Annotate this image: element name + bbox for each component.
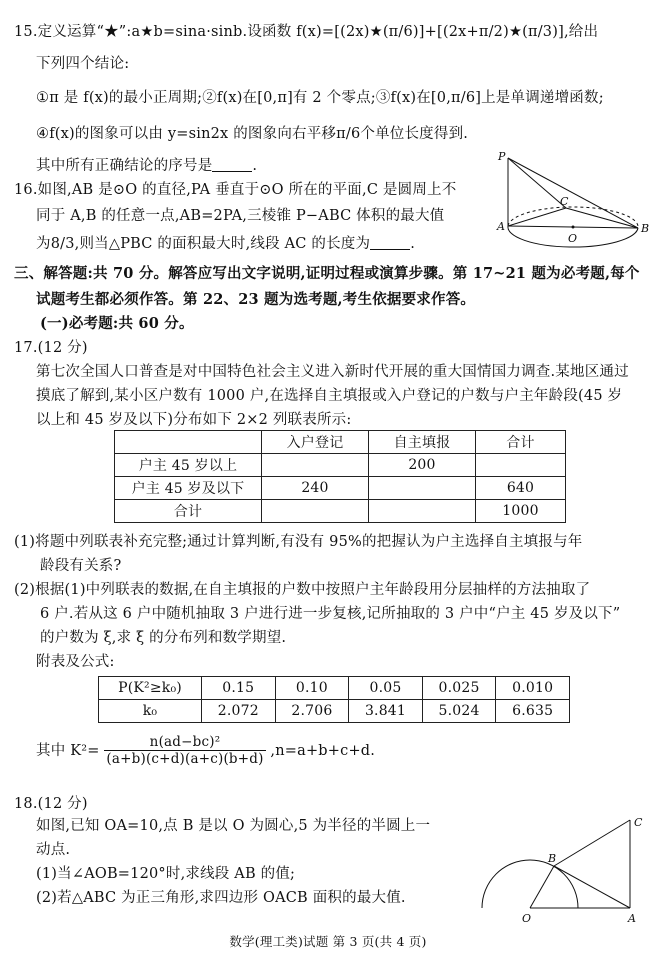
table-cell: 0.025: [422, 677, 496, 700]
label-c: C: [634, 816, 643, 829]
table-cell: k₀: [99, 700, 202, 723]
q17-p1: 第七次全国人口普查是对中国特色社会主义进入新时代开展的重大国情国力调查.某地区通过: [36, 364, 629, 380]
label-o: O: [522, 912, 532, 924]
q18-p1: 如图,已知 OA=10,点 B 是以 O 为圆心,5 为半径的半圆上一: [36, 818, 431, 834]
formula: [36, 734, 375, 767]
table-cell: [476, 454, 566, 477]
answer-blank: [212, 157, 252, 172]
q17-appendix: 附表及公式:: [36, 654, 115, 670]
q17-p3: 以上和 45 岁及以下)分布如下 2×2 列联表所示:: [36, 412, 352, 428]
table-cell: 5.024: [422, 700, 496, 723]
answer-blank: [370, 235, 410, 250]
q17-s2a: (2)根据(1)中列联表的数据,在自主填报的户数中按照户主年龄段用分层抽样的方法抽取了: [14, 582, 591, 598]
table-cell: 1000: [476, 500, 566, 523]
formula-numerator: n(ad−bc)²: [104, 734, 265, 751]
table-cell: [262, 454, 369, 477]
q16-line3: 为8/3,则当△PBC 的面积最大时,线段 AC 的长度为 .: [36, 236, 415, 252]
q17-s2c: 的户数为 ξ,求 ξ 的分布列和数学期望.: [40, 630, 287, 646]
q17-s1a: (1)将题中列联表补充完整;通过计算判断,有没有 95%的把握认为户主选择自主填报与年: [14, 534, 583, 550]
table-cell: 0.10: [275, 677, 349, 700]
label-p: P: [498, 150, 506, 163]
table-cell: P(K²≥k₀): [99, 677, 202, 700]
table-cell: 640: [476, 477, 566, 500]
formula-prefix: 其中 K²=: [36, 742, 100, 759]
label-a: A: [628, 912, 637, 924]
segment-ba: [554, 866, 630, 908]
semicircle-arc: [482, 860, 578, 908]
table-row: [99, 700, 570, 723]
table-cell: 户主 45 岁及以下: [115, 477, 262, 500]
label-o: O: [568, 232, 578, 245]
segment-bc: [566, 208, 638, 228]
section3-line3: (一)必考题:共 60 分。: [40, 315, 194, 332]
table-cell: 240: [262, 477, 369, 500]
table-cell: 0.15: [202, 677, 276, 700]
table-cell: 户主 45 岁以上: [115, 454, 262, 477]
table-cell: 合计: [115, 500, 262, 523]
q18-head: 18.(12 分): [14, 796, 88, 812]
label-a: A: [497, 220, 506, 233]
table-row: [99, 677, 570, 700]
segment-pb: [508, 158, 638, 228]
table-header-cell: [115, 431, 262, 454]
q17-s2b: 6 户.若从这 6 户中随机抽取 3 户进行进一步复核,记所抽取的 3 户中“户主 45 岁及以下”: [40, 606, 621, 622]
q15-prompt: 其中所有正确结论的序号是: [36, 158, 213, 174]
table-row: [115, 454, 566, 477]
table-row: [115, 477, 566, 500]
segment-bc: [554, 820, 630, 866]
table-cell: [369, 500, 476, 523]
q15-line2: 下列四个结论:: [36, 56, 130, 72]
table-cell: 0.010: [496, 677, 570, 700]
section3-line2: 试题考生都必须作答。第 22、23 题为选考题,考生依据要求作答。: [36, 291, 476, 308]
table-cell: [369, 477, 476, 500]
formula-fraction: [104, 734, 265, 767]
q18-s1: (1)当∠AOB=120°时,求线段 AB 的值;: [36, 866, 296, 882]
critical-value-table: [98, 676, 570, 723]
q15-line3: ①π 是 f(x)的最小正周期;②f(x)在[0,π]有 2 个零点;③f(x)在[0,π/6]上是单调递增函数;: [36, 90, 604, 106]
section3-line1: 三、解答题:共 70 分。解答应写出文字说明,证明过程或演算步骤。第 17~21 题为必考题,每个: [14, 265, 640, 282]
center-point-o: [572, 226, 575, 229]
formula-denominator: (a+b)(c+d)(a+c)(b+d): [106, 751, 264, 767]
segment-pc: [508, 158, 566, 208]
q15-line1: 15.定义运算“★”:a★b=sina·sinb.设函数 f(x)=[(2x)★(π/6)]+[(2x+π/2)★(π/3)],给出: [14, 24, 599, 40]
q17-head: 17.(12 分): [14, 340, 88, 356]
table-row: [115, 500, 566, 523]
table-header-cell: 入户登记: [262, 431, 369, 454]
table-cell: 2.706: [275, 700, 349, 723]
segment-ob: [530, 866, 554, 908]
table-header-row: [115, 431, 566, 454]
cone-figure: [496, 150, 652, 250]
contingency-table: [114, 430, 566, 523]
table-header-cell: 自主填报: [369, 431, 476, 454]
q16-line1: 16.如图,AB 是⊙O 的直径,PA 垂直于⊙O 所在的平面,C 是圆周上不: [14, 182, 457, 198]
formula-suffix: ,n=a+b+c+d.: [270, 742, 376, 759]
table-cell: 2.072: [202, 700, 276, 723]
table-cell: 6.635: [496, 700, 570, 723]
q17-p2: 摸底了解到,某小区户数有 1000 户,在选择自主填报或入户登记的户数与户主年龄段(45 岁: [36, 388, 623, 404]
table-cell: 200: [369, 454, 476, 477]
q18-s2: (2)若△ABC 为正三角形,求四边形 OACB 面积的最大值.: [36, 890, 406, 906]
label-b: B: [548, 852, 557, 865]
table-header-cell: 合计: [476, 431, 566, 454]
q15-line5: 其中所有正确结论的序号是 .: [36, 158, 258, 174]
q16-prompt: 为8/3,则当△PBC 的面积最大时,线段 AC 的长度为: [36, 236, 371, 252]
semicircle-figure: [478, 812, 648, 924]
label-b: B: [641, 222, 650, 235]
table-cell: 3.841: [349, 700, 423, 723]
table-cell: 0.05: [349, 677, 423, 700]
q15-line4: ④f(x)的图象可以由 y=sin2x 的图象向右平移π/6个单位长度得到.: [36, 126, 469, 142]
q17-s1b: 龄段有关系?: [40, 558, 122, 574]
table-cell: [262, 500, 369, 523]
q18-p2: 动点.: [36, 842, 71, 858]
page-footer: 数学(理工类)试题 第 3 页(共 4 页): [229, 934, 427, 949]
q16-line2: 同于 A,B 的任意一点,AB=2PA,三棱锥 P−ABC 体积的最大值: [36, 208, 445, 224]
label-c: C: [560, 195, 569, 208]
